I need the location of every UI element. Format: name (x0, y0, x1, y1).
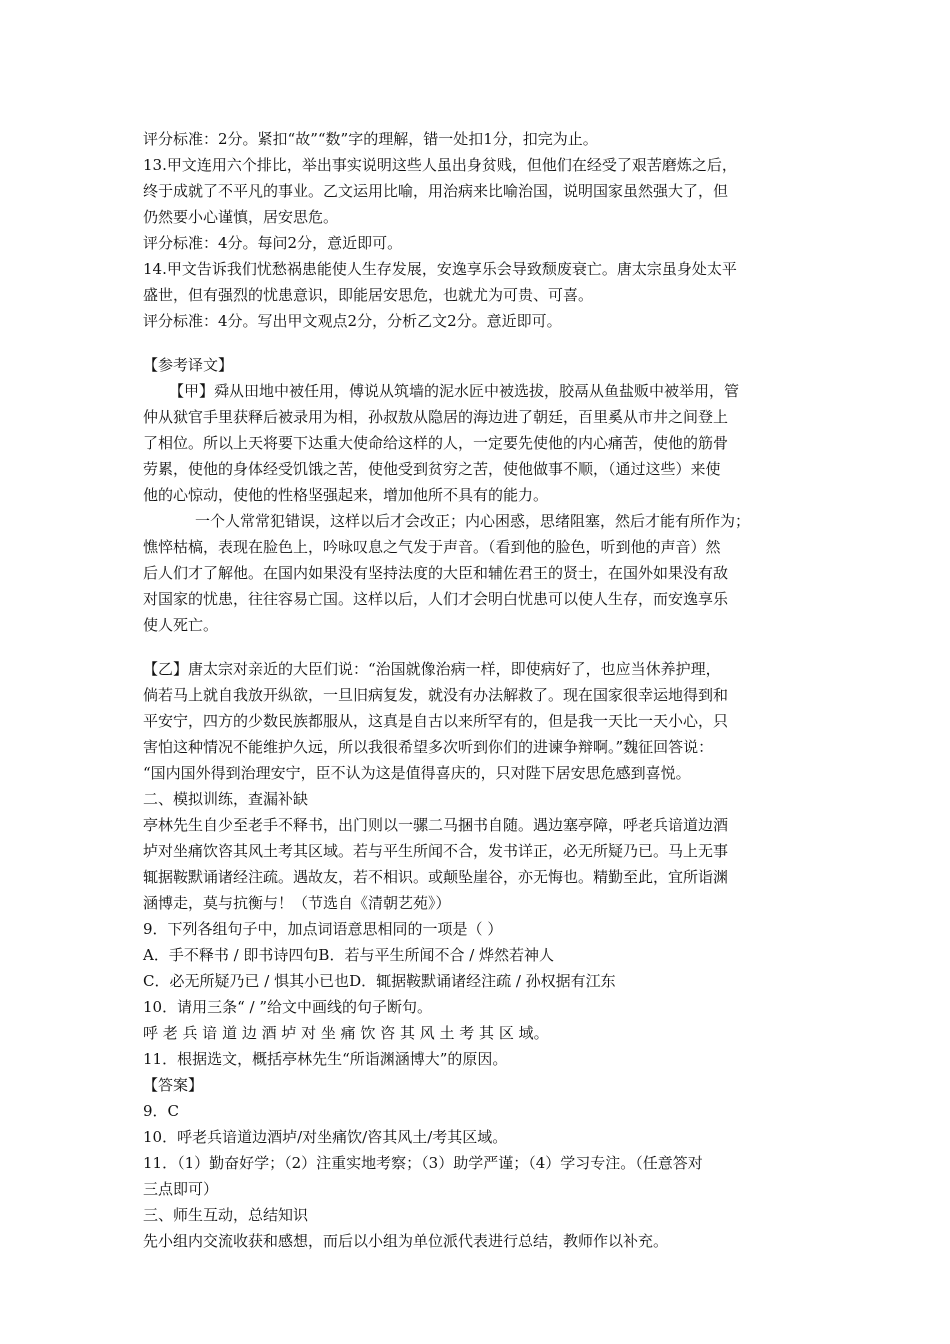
question-11: 11．根据选文，概括亭林先生“所诣渊涵博大”的原因。 (143, 1050, 508, 1068)
answer-11-line-2: 三点即可） (143, 1180, 219, 1198)
question-9-options-ab: A．手不释书 / 即书诗四句B．若与平生所闻不合 / 烨然若神人 (143, 946, 555, 964)
translation-jia-line-2: 仲从狱官手里获释后被录用为相，孙叔敖从隐居的海边进了朝廷，百里奚从市井之间登上 (143, 408, 729, 426)
answer-13-line-2: 终于成就了不平凡的事业。乙文运用比喻，用治病来比喻治国，说明国家虽然强大了，但 (143, 182, 729, 200)
passage-line-2: 垆对坐痛饮咨其风土考其区域。若与平生所闻不合，发书详正，必无所疑乃已。马上无事 (143, 842, 729, 860)
question-9-options-cd: C．必无所疑乃已 / 惧其小已也D．辄据鞍默诵诸经注疏 / 孙权据有江东 (143, 972, 616, 990)
translation-jia-p2-line-5: 使人死亡。 (143, 616, 219, 634)
section-three-body: 先小组内交流收获和感想，而后以小组为单位派代表进行总结，教师作以补充。 (143, 1232, 669, 1250)
section-two-heading: 二、模拟训练，查漏补缺 (143, 790, 309, 808)
scoring-criteria-14: 评分标准：4分。写出甲文观点2分，分析乙文2分。意近即可。 (143, 312, 562, 330)
translation-jia-line-1: 【甲】舜从田地中被任用，傅说从筑墙的泥水匠中被选拔，胶鬲从鱼盐贩中被举用，管 (169, 382, 740, 400)
scoring-criteria-13: 评分标准：4分。每问2分，意近即可。 (143, 234, 403, 252)
translation-jia-p2-line-1: 一个人常常犯错误，这样以后才会改正；内心困惑，思绪阻塞，然后才能有所作为； (195, 512, 751, 530)
translation-jia-line-5: 他的心惊动，使他的性格坚强起来，增加他所不具有的能力。 (143, 486, 549, 504)
question-10-sentence: 呼 老 兵 谙 道 边 酒 垆 对 坐 痛 饮 咨 其 风 土 考 其 区 域。 (143, 1024, 549, 1042)
answer-13-line-1: 13.甲文连用六个排比，举出事实说明这些人虽出身贫贱，但他们在经受了艰苦磨炼之后， (143, 156, 737, 174)
translation-yi-line-2: 倘若马上就自我放开纵欲，一旦旧病复发，就没有办法解救了。现在国家很幸运地得到和 (143, 686, 729, 704)
passage-line-1: 亭林先生自少至老手不释书，出门则以一骡二马捆书自随。遇边塞亭障，呼老兵谙道边酒 (143, 816, 729, 834)
answer-14-line-2: 盛世，但有强烈的忧患意识，即能居安思危，也就尤为可贵、可喜。 (143, 286, 594, 304)
scoring-criteria-12: 评分标准：2分。紧扣“故”“数”字的理解，错一处扣1分，扣完为止。 (143, 130, 598, 148)
translation-jia-line-4: 劳累，使他的身体经受饥饿之苦，使他受到贫穷之苦，使他做事不顺，（通过这些）来使 (143, 460, 721, 478)
translation-yi-line-5: “国内国外得到治理安宁，臣不认为这是值得喜庆的，只对陛下居安思危感到喜悦。 (143, 764, 691, 782)
question-9: 9．下列各组句子中，加点词语意思相同的一项是（ ） (143, 920, 503, 938)
answer-10: 10．呼老兵谙道边酒垆/对坐痛饮/咨其风土/考其区域。 (143, 1128, 508, 1146)
translation-jia-line-3: 了相位。所以上天将要下达重大使命给这样的人，一定要先使他的内心痛苦，使他的筋骨 (143, 434, 729, 452)
translation-yi-line-4: 害怕这种情况不能维护久远，所以我很希望多次听到你们的进谏争辩啊。”魏征回答说： (143, 738, 714, 756)
answer-13-line-3: 仍然要小心谨慎，居安思危。 (143, 208, 339, 226)
answer-11-line-1: 11．（1）勤奋好学；（2）注重实地考察；（3）助学严谨；（4）学习专注。（任意答对 (143, 1154, 703, 1172)
translation-jia-p2-line-2: 憔悴枯槁，表现在脸色上，吟咏叹息之气发于声音。（看到他的脸色，听到他的声音）然 (143, 538, 721, 556)
translation-jia-p2-line-3: 后人们才了解他。在国内如果没有坚持法度的大臣和辅佐君王的贤士，在国外如果没有敌 (143, 564, 729, 582)
translation-yi-line-1: 【乙】唐太宗对亲近的大臣们说：“治国就像治病一样，即使病好了，也应当休养护理， (143, 660, 721, 678)
passage-line-4: 涵博走，莫与抗衡与！（节选自《清朝艺苑》） (143, 894, 451, 912)
answer-9: 9．C (143, 1102, 180, 1120)
question-10: 10．请用三条“ / ”给文中画线的句子断句。 (143, 998, 433, 1016)
translation-jia-p2-line-4: 对国家的忧患，往往容易亡国。这样以后，人们才会明白忧患可以使人生存，而安逸享乐 (143, 590, 729, 608)
translation-heading: 【参考译文】 (143, 356, 234, 374)
section-three-heading: 三、师生互动，总结知识 (143, 1206, 309, 1224)
answer-14-line-1: 14.甲文告诉我们忧愁祸患能使人生存发展，安逸享乐会导致颓废衰亡。唐太宗虽身处太平 (143, 260, 737, 278)
translation-yi-line-3: 平安宁，四方的少数民族都服从，这真是自古以来所罕有的，但是我一天比一天小心，只 (143, 712, 729, 730)
passage-line-3: 辄据鞍默诵诸经注疏。遇故友，若不相识。或颠坠崖谷，亦无悔也。精勤至此，宜所诣渊 (143, 868, 729, 886)
answer-heading: 【答案】 (143, 1076, 204, 1094)
